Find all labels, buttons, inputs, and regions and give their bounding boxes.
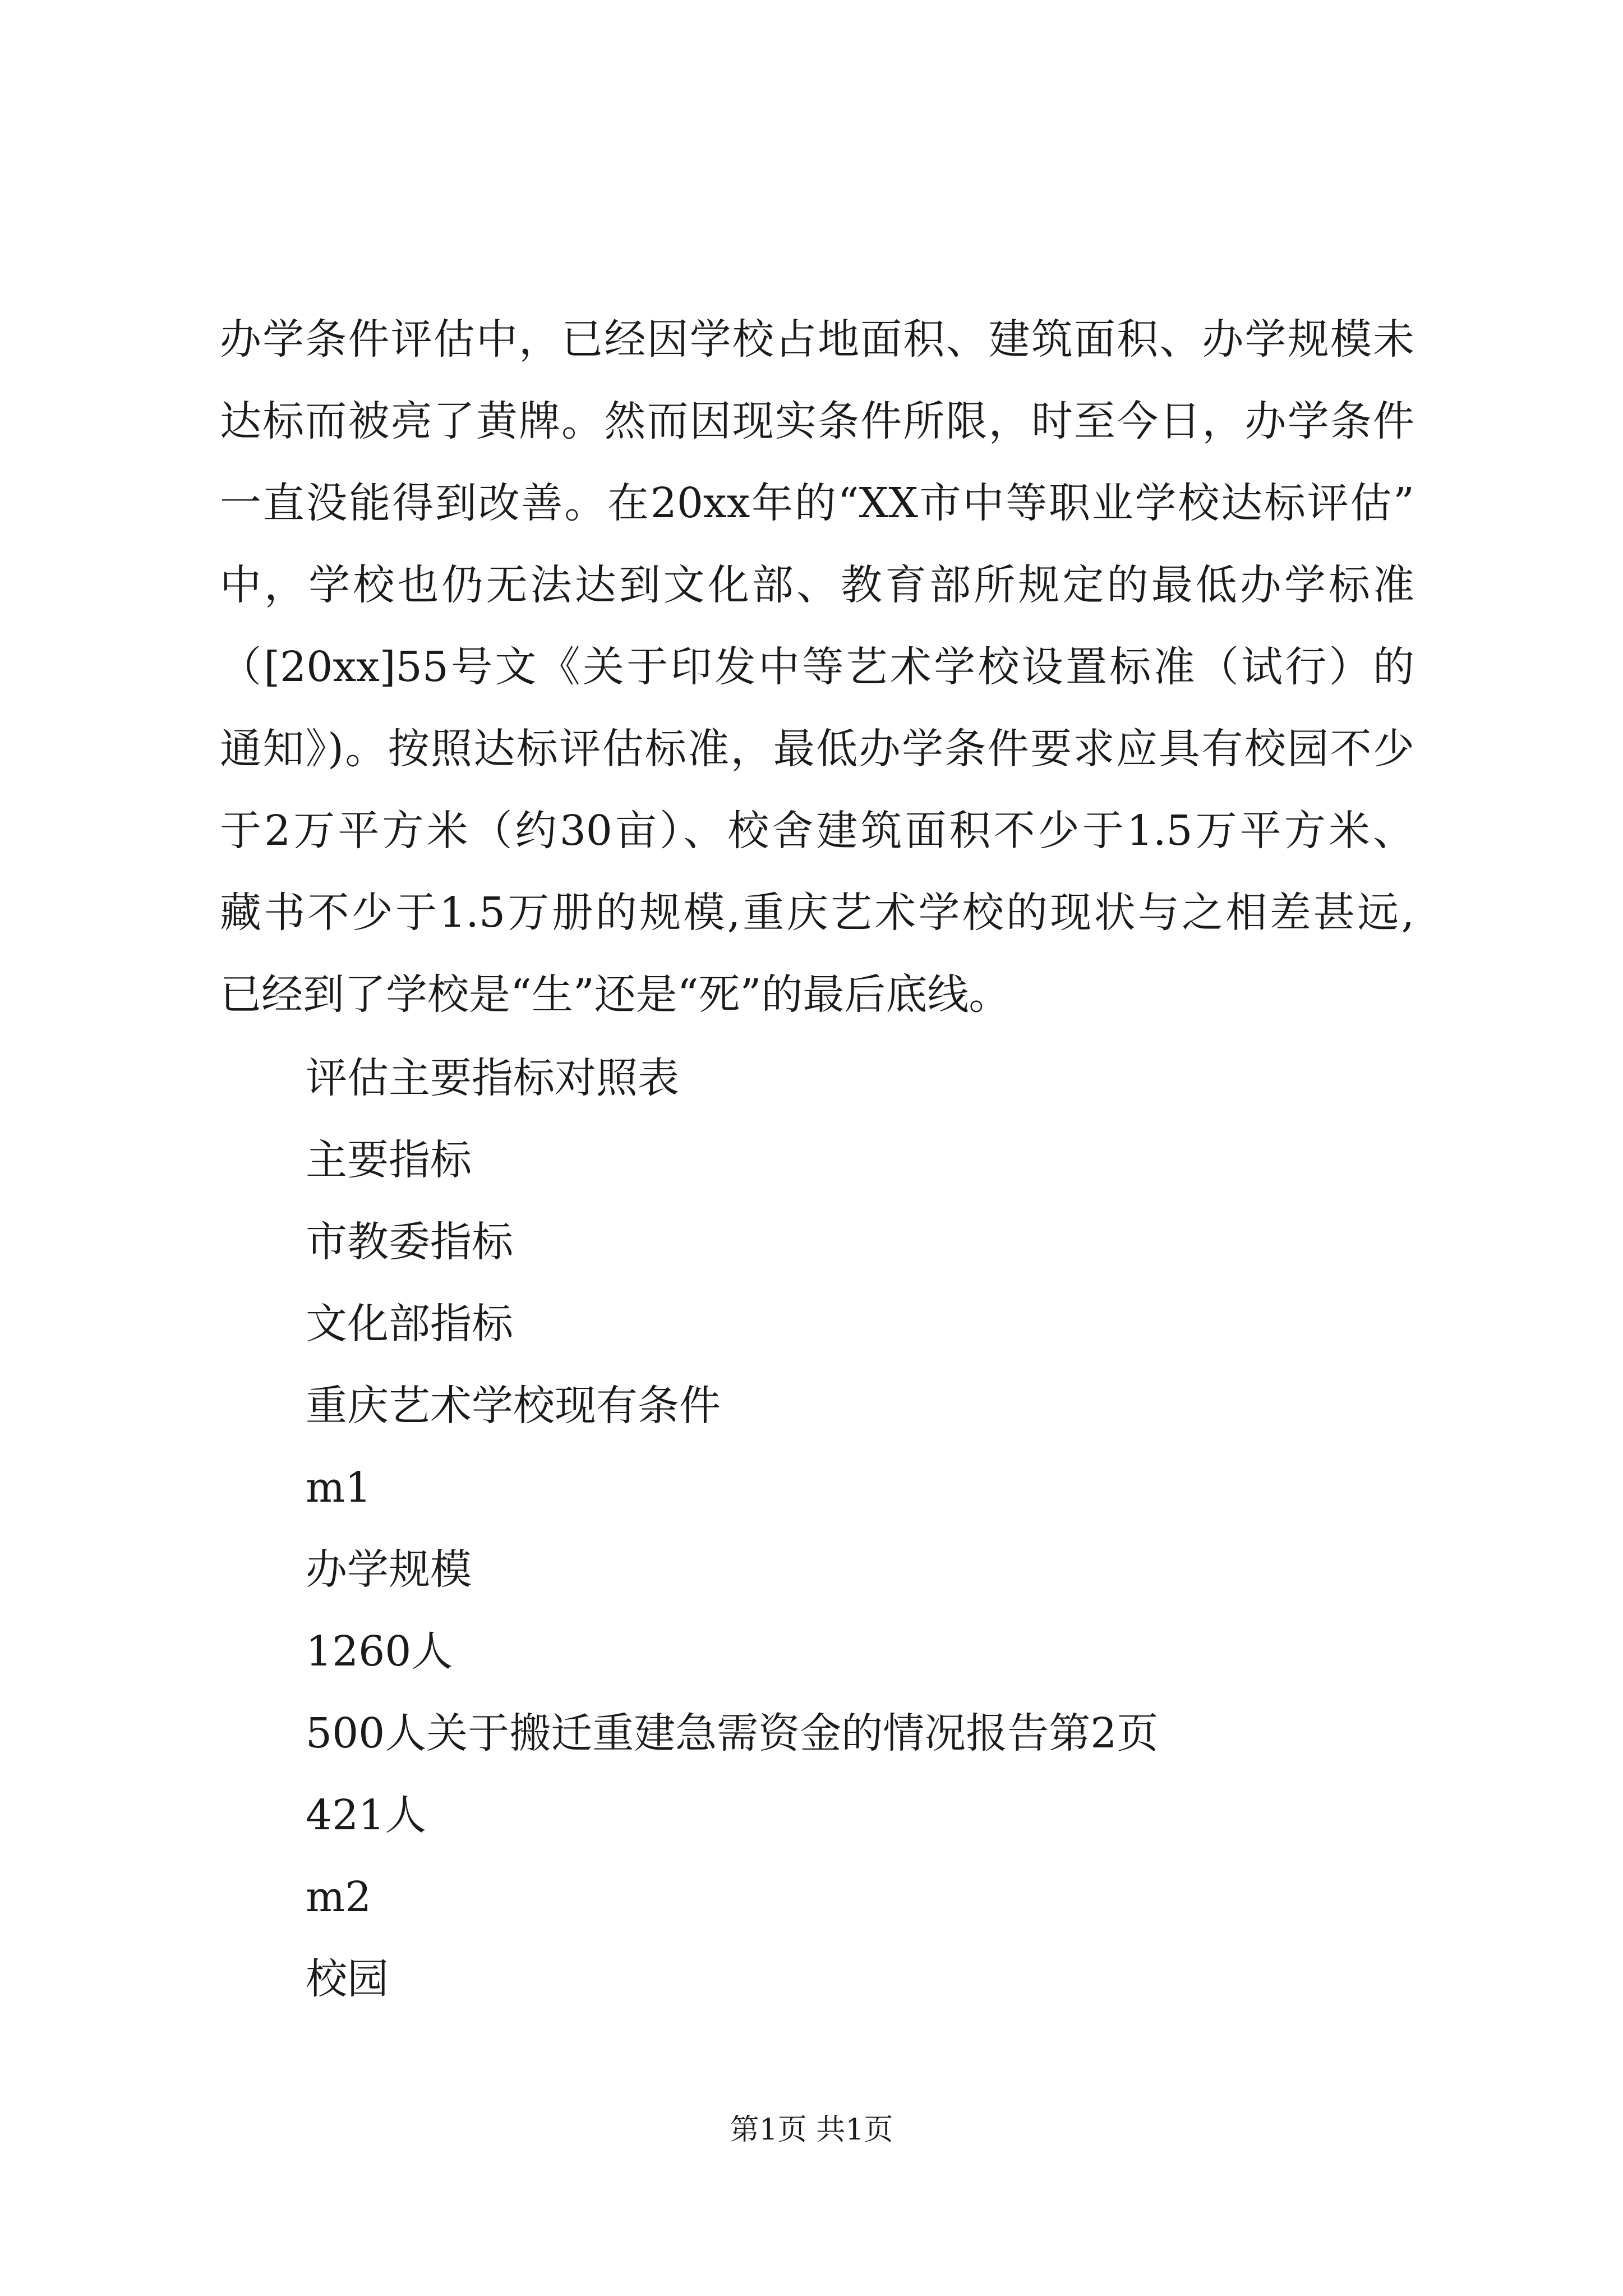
body-paragraph xyxy=(220,298,1414,1036)
list-item: 421人 xyxy=(306,1791,427,1839)
list-item: 办学规模 xyxy=(306,1545,472,1594)
indicator-list xyxy=(306,1037,1158,2020)
list-item: 500人关于搬迁重建急需资金的情况报告第2页 xyxy=(306,1709,1159,1757)
paragraph-line: 中，学校也仍无法达到文化部、教育部所规定的最低办学标准 xyxy=(220,561,1414,609)
list-item: 文化部指标 xyxy=(306,1300,513,1348)
list-item: 评估主要指标对照表 xyxy=(306,1054,679,1102)
list-item: 校园 xyxy=(306,1955,389,2003)
paragraph-line: 一直没能得到改善。在20xx年的“XX市中等职业学校达标评估” xyxy=(220,479,1414,527)
list-item: 1260人 xyxy=(306,1627,453,1676)
list-item: 主要指标 xyxy=(306,1136,472,1184)
list-item: 重庆艺术学校现有条件 xyxy=(306,1382,721,1430)
page-footer: 第1页 共1页 xyxy=(730,2113,893,2147)
paragraph-line: 于2万平方米（约30亩）、校舍建筑面积不少于1.5万平方米、 xyxy=(220,807,1414,855)
paragraph-line: 达标而被亮了黄牌。然而因现实条件所限，时至今日，办学条件 xyxy=(220,397,1414,445)
paragraph-line: 通知》)。按照达标评估标准，最低办学条件要求应具有校园不少 xyxy=(220,725,1414,773)
paragraph-line: 已经到了学校是“生”还是“死”的最后底线。 xyxy=(220,970,1011,1019)
list-item: m2 xyxy=(306,1873,372,1921)
list-item: m1 xyxy=(306,1464,372,1512)
paragraph-line: 办学条件评估中，已经因学校占地面积、建筑面积、办学规模未 xyxy=(220,315,1414,364)
paragraph-line: （[20xx]55号文《关于印发中等艺术学校设置标准（试行）的 xyxy=(220,643,1414,691)
paragraph-line: 藏书不少于1.5万册的规模,重庆艺术学校的现状与之相差甚远, xyxy=(220,889,1414,937)
list-item: 市教委指标 xyxy=(306,1218,513,1266)
